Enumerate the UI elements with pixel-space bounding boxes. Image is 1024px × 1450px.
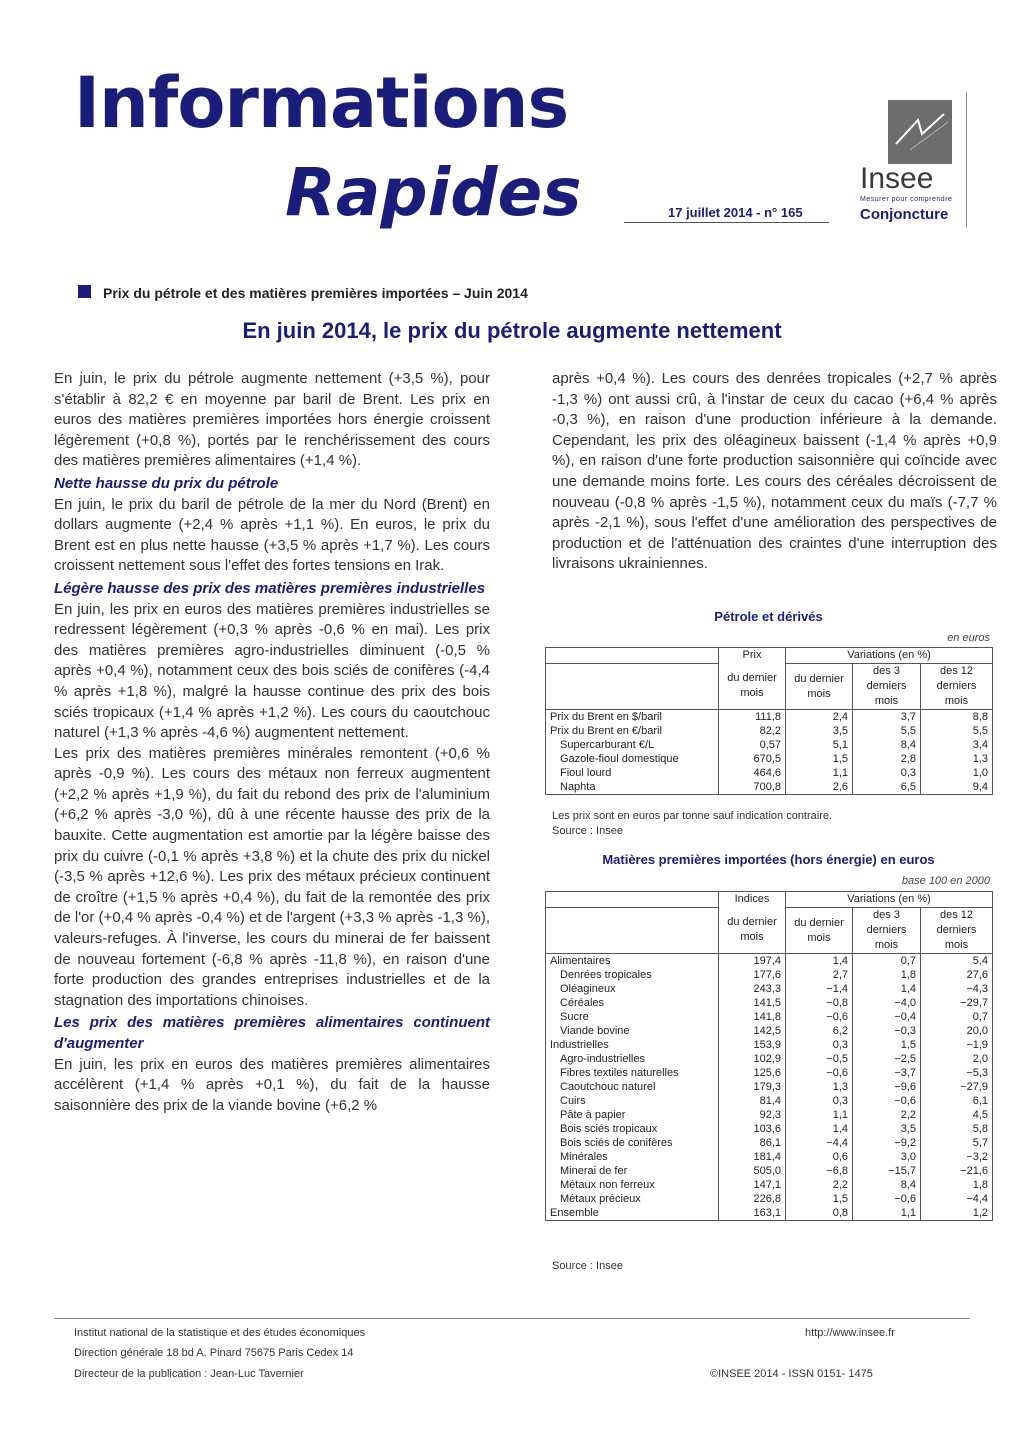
brand-title-informations: Informations (74, 62, 569, 144)
table2-caption: Matières premières importées (hors énergie) en euros (602, 852, 935, 867)
section-title-alimentaires: Les prix des matières premières alimentaires continuent d'augmenter (54, 1014, 490, 1052)
row-value: 2,8 (853, 752, 921, 766)
row-label: Céréales (560, 997, 605, 1009)
table1-sub-1: du dernier mois (786, 664, 853, 710)
row-value: 92,3 (719, 1108, 786, 1122)
row-value: −0,6 (786, 1010, 853, 1024)
table-row (546, 738, 993, 752)
table-row (546, 1108, 993, 1122)
insee-logo-text: Insee (860, 162, 934, 195)
row-value: 2,2 (786, 1178, 853, 1192)
row-value: 1,5 (853, 1038, 921, 1052)
table2-col-first: Indices (719, 892, 786, 908)
row-value: 20,0 (921, 1024, 993, 1038)
row-label: Prix du Brent en $/baril (550, 711, 662, 723)
row-value: 3,4 (921, 738, 993, 752)
row-value: 0,7 (853, 954, 921, 969)
row-label: Métaux non ferreux (560, 1179, 655, 1191)
row-value: 1,1 (853, 1206, 921, 1221)
row-value: −29,7 (921, 996, 993, 1010)
table1-sub-2: des 3 derniers mois (853, 664, 921, 710)
row-value: −4,3 (921, 982, 993, 996)
row-value: 8,8 (921, 710, 993, 725)
row-value: 5,4 (921, 954, 993, 969)
table2-matieres (545, 891, 993, 1221)
row-value: −1,4 (786, 982, 853, 996)
table1-col-first: Prix (719, 648, 786, 664)
row-value: 179,3 (719, 1080, 786, 1094)
row-value: 2,2 (853, 1108, 921, 1122)
section-text-industrielles-2: Les prix des matières premières minérales remontent (+0,6 % après -0,9 %). Les cours des métaux non ferreux augmentent (+2,2 % après +1,9 %), du fait du rebond des prix de l'aluminium (+6,2 % après -3,0 %), dû à une récente hausse des prix de la bauxite. Cette augmentation est amortie par la légère baisse des prix du cuivre (-0,1 % après +3,8 %) et la chute des prix du nickel (-3,5 % après +12,6 %). Les prix des métaux précieux continuent de croître (+1,5 % après +0,4 %), du fait de la remontée des prix de l'or (+0,4 % après -0,4 %) et de l'argent (+3,3 % après -1,3 %), valeurs-refuges. À l'inverse, les cours du minerai de fer baissent de nouveau fortement (-6,8 % après -11,8 %), en raison d'une forte production des grandes entreprises industrielles et de la stagnation des importations chinoises. (54, 744, 490, 1009)
table1-sub-3: des 12 derniers mois (921, 664, 993, 710)
row-value: −0,6 (786, 1066, 853, 1080)
row-value: 82,2 (719, 724, 786, 738)
row-value: 6,5 (853, 780, 921, 795)
row-value: 2,7 (786, 968, 853, 982)
bullet-square-icon (78, 285, 91, 298)
footer-director: Directeur de la publication : Jean-Luc Tavernier (74, 1368, 304, 1380)
row-label: Cuirs (560, 1095, 586, 1107)
row-value: −3,7 (853, 1066, 921, 1080)
row-label: Naphta (560, 781, 596, 793)
row-value: −27,9 (921, 1080, 993, 1094)
row-value: −4,4 (786, 1136, 853, 1150)
row-label: Minerai de fer (560, 1165, 628, 1177)
row-value: 5,8 (921, 1122, 993, 1136)
table2-corner-2 (546, 908, 719, 954)
row-value: 81,4 (719, 1094, 786, 1108)
row-label: Caoutchouc naturel (560, 1081, 656, 1093)
row-value: 147,1 (719, 1178, 786, 1192)
table2-sub-2: des 3 derniers mois (853, 908, 921, 954)
row-value: 1,3 (921, 752, 993, 766)
subject-line: Prix du pétrole et des matières premières importées – Juin 2014 (103, 285, 528, 301)
table2-unit: base 100 en 2000 (901, 875, 990, 887)
row-value: 1,5 (786, 1192, 853, 1206)
table-row (546, 1010, 993, 1024)
row-value: 3,5 (853, 1122, 921, 1136)
table1-corner-2 (546, 664, 719, 710)
table-row (546, 1122, 993, 1136)
headline: En juin 2014, le prix du pétrole augmente nettement (242, 318, 782, 343)
table1-sub-0: du dernier mois (719, 664, 786, 710)
table1-caption: Pétrole et dérivés (714, 609, 823, 624)
row-value: 505,0 (719, 1164, 786, 1178)
row-value: 27,6 (921, 968, 993, 982)
row-value: −0,8 (786, 996, 853, 1010)
row-value: 670,5 (719, 752, 786, 766)
brand-title-rapides: Rapides (285, 154, 582, 231)
row-value: 5,1 (786, 738, 853, 752)
row-value: −6,8 (786, 1164, 853, 1178)
header-rule (624, 222, 829, 223)
table-row (546, 1164, 993, 1178)
row-value: −0,6 (853, 1192, 921, 1206)
row-value: 1,4 (786, 1122, 853, 1136)
table-row (546, 968, 993, 982)
row-value: −1,9 (921, 1038, 993, 1052)
table-row (546, 1178, 993, 1192)
table-row (546, 1066, 993, 1080)
row-label: Viande bovine (560, 1025, 630, 1037)
row-value: 1,4 (786, 954, 853, 969)
row-value: 0,8 (786, 1206, 853, 1221)
intro-paragraph: En juin, le prix du pétrole augmente nettement (+3,5 %), pour s'établir à 82,2 € en moyenne par baril de Brent. Les prix en euros des matières premières importées hors énergie croissent légèrement (+0,8 %), portés par le renchérissement des cours des matières premières alimentaires (+1,4 %). (54, 370, 490, 470)
row-value: 1,4 (853, 982, 921, 996)
row-label: Gazole-fioul domestique (560, 753, 679, 765)
row-value: −0,6 (853, 1094, 921, 1108)
table-row (546, 996, 993, 1010)
row-value: 3,0 (853, 1150, 921, 1164)
table2-sub-1: du dernier mois (786, 908, 853, 954)
row-value: 1,3 (786, 1080, 853, 1094)
row-value: 0,3 (786, 1094, 853, 1108)
row-label: Métaux précieux (560, 1193, 641, 1205)
table-row (546, 1080, 993, 1094)
row-value: 1,5 (786, 752, 853, 766)
row-value: 464,6 (719, 766, 786, 780)
table-row (546, 1206, 993, 1221)
footer-copyright: ©INSEE 2014 - ISSN 0151- 1475 (710, 1368, 873, 1380)
row-value: 6,1 (921, 1094, 993, 1108)
row-value: 111,8 (719, 710, 786, 725)
row-value: 142,5 (719, 1024, 786, 1038)
row-value: −15,7 (853, 1164, 921, 1178)
row-value: 3,7 (853, 710, 921, 725)
row-value: 4,5 (921, 1108, 993, 1122)
row-value: 1,8 (921, 1178, 993, 1192)
row-value: 5,5 (921, 724, 993, 738)
issue-dateline: 17 juillet 2014 - n° 165 (668, 205, 803, 220)
table2-source: Source : Insee (552, 1260, 623, 1272)
row-label: Fioul lourd (560, 767, 612, 779)
row-label: Oléagineux (560, 983, 616, 995)
row-label: Bois sciés tropicaux (560, 1123, 658, 1135)
table1-source: Source : Insee (552, 825, 623, 837)
row-value: 1,1 (786, 1108, 853, 1122)
row-value: 2,0 (921, 1052, 993, 1066)
section-title-industrielles: Légère hausse des prix des matières premières industrielles (54, 579, 486, 597)
row-value: 0,57 (719, 738, 786, 752)
row-value: 0,7 (921, 1010, 993, 1024)
table-row (546, 1150, 993, 1164)
row-value: 0,6 (786, 1150, 853, 1164)
table-row (546, 1038, 993, 1052)
row-value: 153,9 (719, 1038, 786, 1052)
row-label: Pâte à papier (560, 1109, 626, 1121)
series-name: Conjoncture (860, 206, 949, 223)
footer-institute: Institut national de la statistique et des études économiques (74, 1327, 366, 1339)
row-value: 8,4 (853, 1178, 921, 1192)
row-value: −2,5 (853, 1052, 921, 1066)
table1-col-group: Variations (en %) (786, 648, 993, 664)
table1-corner (546, 648, 719, 664)
footer-rule (54, 1318, 970, 1319)
table-row (546, 766, 993, 780)
table-row (546, 780, 993, 795)
row-label: Sucre (560, 1011, 589, 1023)
row-value: −9,6 (853, 1080, 921, 1094)
row-value: 0,3 (786, 1038, 853, 1052)
row-value: 700,8 (719, 780, 786, 795)
table1-unit: en euros (947, 632, 990, 644)
row-value: −0,4 (853, 1010, 921, 1024)
row-label: Denrées tropicales (560, 969, 652, 981)
left-column (54, 369, 490, 1116)
row-value: 0,3 (853, 766, 921, 780)
table-row (546, 1024, 993, 1038)
logo-divider (966, 92, 967, 227)
row-value: −5,3 (921, 1066, 993, 1080)
row-value: 2,4 (786, 710, 853, 725)
footer-address: Direction générale 18 bd A. Pinard 75675 Paris Cedex 14 (74, 1347, 354, 1359)
row-value: 125,6 (719, 1066, 786, 1080)
section-text-industrielles-1: En juin, les prix en euros des matières premières industrielles se redressent légèrement (+0,3 % après -0,6 % en mai). Les prix des matières premières agro-industrielles diminuent (-0,5 % après +0,4 %), notamment ceux des bois sciés de conifères (-4,4 % après +1,8 %), malgré la hausse continue des prix des bois sciés tropicaux (+1,4 % après +1,2 %). Les cours du caoutchouc naturel (+1,3 % après -4,6 %) augmentent nettement. (54, 600, 490, 742)
row-value: 8,4 (853, 738, 921, 752)
table1-note: Les prix sont en euros par tonne sauf indication contraire. (552, 810, 833, 822)
row-value: 102,9 (719, 1052, 786, 1066)
section-text-alimentaires: En juin, les prix en euros des matières premières alimentaires accélèrent (+1,4 % après +0,1 %), du fait de la hausse saisonnière des prix de la viande bovine (+6,2 % (54, 1055, 490, 1114)
section-text-petrole: En juin, le prix du baril de pétrole de la mer du Nord (Brent) en dollars augmente (+2,4 % après +1,1 %). En euros, le prix du Brent est en plus nette hausse (+3,5 % après +1,7 %). Les cours croissent nettement sous l'effet des fortes tensions en Irak. (54, 495, 490, 575)
row-value: 141,5 (719, 996, 786, 1010)
row-value: 163,1 (719, 1206, 786, 1221)
row-label: Bois sciés de conifères (560, 1137, 673, 1149)
table-row (546, 752, 993, 766)
row-value: 226,8 (719, 1192, 786, 1206)
table2-sub-3: des 12 derniers mois (921, 908, 993, 954)
row-value: 5,7 (921, 1136, 993, 1150)
row-label: Prix du Brent en €/baril (550, 725, 662, 737)
table-row (546, 724, 993, 738)
row-value: −21,6 (921, 1164, 993, 1178)
row-value: −0,3 (853, 1024, 921, 1038)
row-label: Supercarburant €/L (560, 739, 655, 751)
insee-logo-icon (888, 100, 952, 164)
table-row (546, 954, 993, 969)
row-value: −4,4 (921, 1192, 993, 1206)
row-label: Ensemble (550, 1207, 599, 1219)
table-row (546, 1192, 993, 1206)
insee-tagline: Mesurer pour comprendre (860, 196, 953, 203)
right-column-text: après +0,4 %). Les cours des denrées tropicales (+2,7 % après -1,3 %) ont aussi crû, à l'instar de ceux du cacao (+6,4 % après -0,3 %), en raison d'une production inférieure à la demande. Cependant, les prix des oléagineux baissent (-1,4 % après +0,9 %), en raison d'une forte production saisonnière qui coïncide avec une demande moins forte. Les cours des céréales décroissent de nouveau (-0,8 % après -1,5 %), notamment ceux du maïs (-7,7 % après -2,1 %), sous l'effet d'une amélioration des perspectives de production et de l'atténuation des craintes d'une interruption des livraisons ukrainiennes. (552, 370, 997, 573)
table-row (546, 1052, 993, 1066)
row-value: 1,8 (853, 968, 921, 982)
table1-petrole (545, 647, 993, 795)
table-row (546, 1094, 993, 1108)
row-value: −4,0 (853, 996, 921, 1010)
row-value: 1,0 (921, 766, 993, 780)
table2-sub-0: du dernier mois (719, 908, 786, 954)
table-row (546, 1136, 993, 1150)
row-value: −9,2 (853, 1136, 921, 1150)
row-value: 177,6 (719, 968, 786, 982)
row-value: 243,3 (719, 982, 786, 996)
row-label: Alimentaires (550, 955, 611, 967)
row-value: −3,2 (921, 1150, 993, 1164)
row-label: Minérales (560, 1151, 608, 1163)
row-value: 2,6 (786, 780, 853, 795)
row-value: 141,8 (719, 1010, 786, 1024)
row-value: 6,2 (786, 1024, 853, 1038)
row-value: 5,5 (853, 724, 921, 738)
row-value: −0,5 (786, 1052, 853, 1066)
row-value: 1,1 (786, 766, 853, 780)
row-label: Fibres textiles naturelles (560, 1067, 679, 1079)
table-row (546, 710, 993, 725)
row-value: 3,5 (786, 724, 853, 738)
section-title-petrole: Nette hausse du prix du pétrole (54, 474, 279, 492)
row-label: Agro-industrielles (560, 1053, 645, 1065)
row-value: 103,6 (719, 1122, 786, 1136)
row-value: 9,4 (921, 780, 993, 795)
row-value: 181,4 (719, 1150, 786, 1164)
row-label: Industrielles (550, 1039, 609, 1051)
table2-corner (546, 892, 719, 908)
row-value: 197,4 (719, 954, 786, 969)
footer-url-link[interactable]: http://www.insee.fr (805, 1327, 895, 1339)
row-value: 1,2 (921, 1206, 993, 1221)
table2-col-group: Variations (en %) (786, 892, 993, 908)
row-value: 86,1 (719, 1136, 786, 1150)
table-row (546, 982, 993, 996)
